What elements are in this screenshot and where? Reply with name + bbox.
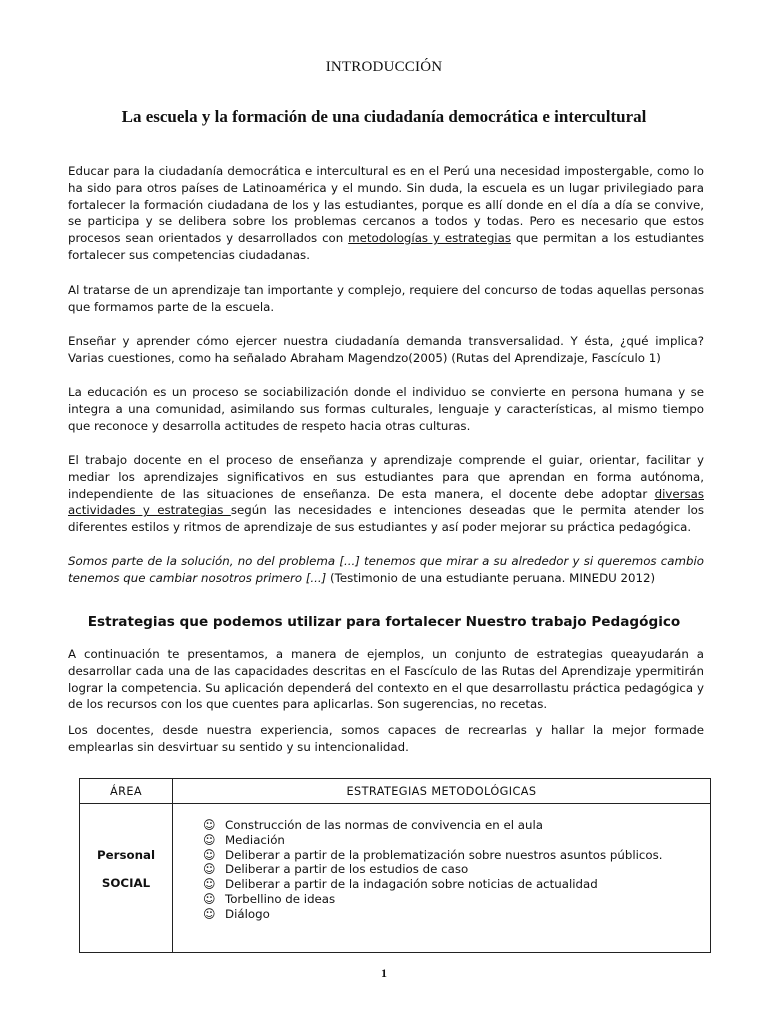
paragraph-5-text-b: según las necesidades e intenciones deseadas que le permita atender los diferentes estilos y ritmos de aprendizaje de sus estudiantes y así poder mejorar su práctica pedagógica. bbox=[68, 503, 704, 535]
list-item-text: Deliberar a partir de los estudios de caso bbox=[225, 862, 469, 877]
list-item bbox=[203, 877, 710, 892]
list-item-text: Deliberar a partir de la problematización sobre nuestros asuntos públicos. bbox=[225, 847, 663, 862]
smiley-bullet-icon: ☺ bbox=[203, 877, 216, 892]
area-name-line1: Personal bbox=[97, 848, 155, 862]
list-item-text: Mediación bbox=[225, 832, 285, 847]
quote-source: (Testimonio de una estudiante peruana. MINEDU 2012) bbox=[326, 570, 656, 585]
strategies-list bbox=[173, 818, 710, 922]
header-area: ÁREA bbox=[80, 779, 173, 804]
paragraph-5-text-a: El trabajo docente en el proceso de enseñanza y aprendizaje comprende el guiar, orientar, facilitar y mediar los aprendizajes significativos en sus estudiantes para que aprendan en forma autónoma, independiente de las situaciones de enseñanza. De esta manera, el docente debe adoptar bbox=[68, 453, 704, 501]
intro-title: INTRODUCCIÓN bbox=[325, 59, 443, 75]
strategies-cell bbox=[173, 804, 711, 953]
strategies-table bbox=[79, 778, 711, 953]
area-cell bbox=[80, 804, 173, 953]
paragraph-3: Enseñar y aprender cómo ejercer nuestra ciudadanía demanda transversalidad. Y ésta, ¿qué implica? Varias cuestiones, como ha señalado Abraham Magendzo(2005) (Rutas del Aprendizaje, Fascículo 1) bbox=[68, 334, 704, 365]
list-item bbox=[203, 818, 710, 833]
paragraph-4: La educación es un proceso se sociabilización donde el individuo se convierte en persona humana y se integra a una comunidad, asimilando sus formas culturales, lenguaje y características, al mismo tiempo que reconoce y desarrolla actitudes de respeto hacia otras culturas. bbox=[68, 385, 704, 433]
list-item-text: Construcción de las normas de convivencia en el aula bbox=[225, 818, 543, 832]
underlined-methodologies: metodologías y estrategias bbox=[348, 231, 511, 246]
paragraph-2: Al tratarse de un aprendizaje tan importante y complejo, requiere del concurso de todas aquellas personas que formamos parte de la escuela. bbox=[68, 283, 704, 314]
smiley-bullet-icon: ☺ bbox=[203, 862, 216, 877]
smiley-bullet-icon: ☺ bbox=[203, 906, 216, 921]
header-strategies: ESTRATEGIAS METODOLÓGICAS bbox=[173, 779, 711, 804]
paragraph-1 bbox=[68, 163, 704, 264]
list-item-text: Diálogo bbox=[225, 906, 270, 921]
list-item-text: Deliberar a partir de la indagación sobre noticias de actualidad bbox=[225, 877, 598, 892]
list-item bbox=[203, 892, 710, 907]
smiley-bullet-icon: ☺ bbox=[203, 847, 216, 862]
list-item-text: Torbellino de ideas bbox=[225, 891, 336, 906]
list-item bbox=[203, 833, 710, 848]
area-name-line2: SOCIAL bbox=[101, 876, 151, 890]
underlined-activities: diversas actividades y estrategias bbox=[68, 486, 704, 518]
quote-text: Somos parte de la solución, no del problema [...] tenemos que mirar a su alrededor y si queremos cambio tenemos que cambiar nosotros primero [...] bbox=[68, 554, 704, 585]
page-number: 1 bbox=[381, 966, 387, 980]
list-item bbox=[203, 848, 710, 863]
main-title: La escuela y la formación de una ciudadanía democrática e intercultural bbox=[121, 107, 647, 126]
list-item bbox=[203, 862, 710, 877]
paragraph-1-text-a: Educar para la ciudadanía democrática e intercultural es en el Perú una necesidad impostergable, como lo ha sido para otros países de Latinoamérica y el mundo. Sin duda, la escuela es un lugar privilegiado para fortalecer la formación ciudadana de los y las estudiantes, porque es allí donde en el día a día se convive, se participa y se delibera sobre los problemas cercanos a todos y todas. Pero es necesario que estos procesos sean orientados y desarrollados con bbox=[68, 164, 704, 246]
paragraph-5 bbox=[68, 452, 704, 536]
strategies-paragraph-1: A continuación te presentamos, a manera de ejemplos, un conjunto de estrategias queayudarán a desarrollar cada una de las capacidades descritas en el Fascículo de las Rutas del Aprendizaje ypermitirán lograr la competencia. Su aplicación dependerá del contexto en el que desarrollastu práctica pedagógica y de los recursos con los que cuentes para aplicarlas. Son sugerencias, no recetas. bbox=[68, 647, 704, 712]
table-row bbox=[80, 804, 711, 953]
quote-paragraph bbox=[68, 553, 704, 587]
strategies-title: Estrategias que podemos utilizar para fortalecer Nuestro trabajo Pedagógico bbox=[87, 614, 681, 630]
table-header-row bbox=[80, 779, 711, 804]
smiley-bullet-icon: ☺ bbox=[203, 891, 216, 906]
smiley-bullet-icon: ☺ bbox=[203, 818, 216, 832]
list-item bbox=[203, 907, 710, 922]
smiley-bullet-icon: ☺ bbox=[203, 832, 216, 847]
strategies-paragraph-2: Los docentes, desde nuestra experiencia, somos capaces de recrearlas y hallar la mejor formade emplearlas sin desvirtuar su sentido y su intencionalidad. bbox=[68, 723, 704, 754]
paragraph-1-text-b: que permitan a los estudiantes fortalecer sus competencias ciudadanas. bbox=[68, 231, 704, 262]
